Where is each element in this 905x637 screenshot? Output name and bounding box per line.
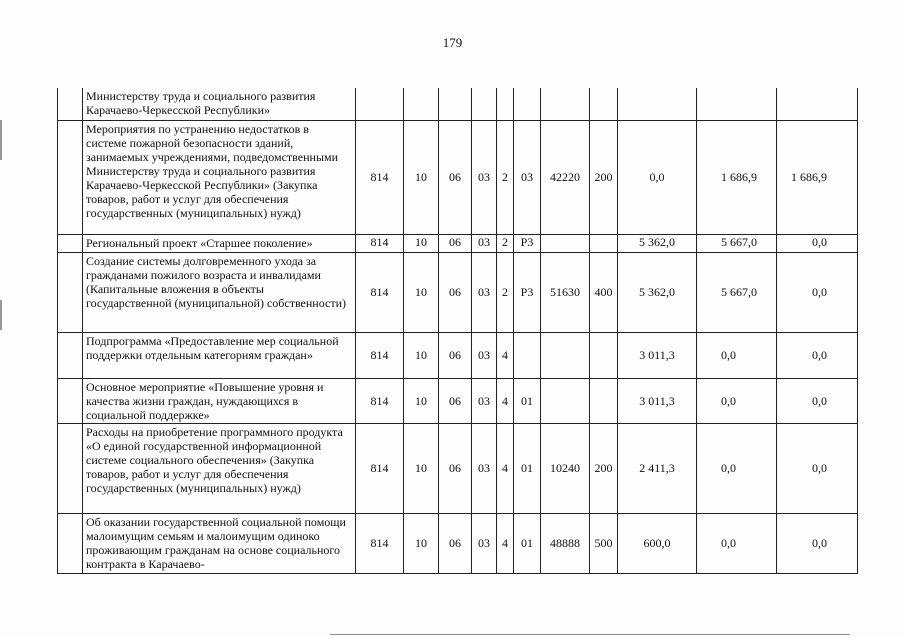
- amount-1-cell: 600,0: [618, 513, 697, 573]
- subprogram-code-cell: 2: [497, 120, 514, 234]
- subprogram-code-cell: 4: [497, 423, 514, 513]
- program-code-cell: 03: [472, 423, 497, 513]
- section-code-cell: 10: [404, 234, 439, 252]
- program-code-cell: 03: [472, 234, 497, 252]
- amount-3-cell: 0,0: [777, 423, 858, 513]
- section-code-cell: 10: [404, 332, 439, 378]
- table-row: [58, 120, 858, 234]
- section-code-cell: 10: [404, 423, 439, 513]
- row-number-cell: [58, 234, 83, 252]
- amount-3-cell: 0,0: [777, 234, 858, 252]
- section-code-cell: 10: [404, 513, 439, 573]
- row-number-cell: [58, 252, 83, 332]
- amount-1-cell: 3 011,3: [618, 378, 697, 423]
- direction-code-cell: [541, 378, 590, 423]
- amount-2-cell: 0,0: [697, 513, 777, 573]
- amount-1-cell: 0,0: [618, 120, 697, 234]
- subsection-code-cell: 06: [439, 120, 472, 234]
- amount-1-cell: [618, 88, 697, 120]
- row-number-cell: [58, 332, 83, 378]
- expense-type-cell: [590, 88, 618, 120]
- amount-3-cell: 0,0: [777, 378, 858, 423]
- program-code-cell: 03: [472, 332, 497, 378]
- row-number-cell: [58, 513, 83, 573]
- expense-type-cell: [590, 234, 618, 252]
- table-row: [58, 513, 858, 573]
- amount-3-cell: 0,0: [777, 513, 858, 573]
- program-code-cell: 03: [472, 120, 497, 234]
- expense-name-cell: Подпрограмма «Предоставление мер социальной поддержки отдельным категориям граждан»: [83, 332, 356, 378]
- direction-code-cell: 51630: [541, 252, 590, 332]
- subprogram-code-cell: 4: [497, 332, 514, 378]
- event-code-cell: [514, 332, 541, 378]
- expense-type-cell: 500: [590, 513, 618, 573]
- section-code-cell: 10: [404, 120, 439, 234]
- expense-name-cell: Расходы на приобретение программного продукта «О единой государственной информационной системе социального обеспечения» (Закупка товаров, работ и услуг для обеспечения государственных (муниципальных) нужд): [83, 423, 356, 513]
- subsection-code-cell: 06: [439, 423, 472, 513]
- scan-artifact-line: [330, 634, 850, 635]
- scan-margin-mark: [0, 300, 2, 330]
- expense-type-cell: 200: [590, 423, 618, 513]
- table-row: [58, 234, 858, 252]
- direction-code-cell: [541, 332, 590, 378]
- section-code-cell: 10: [404, 252, 439, 332]
- expense-type-cell: 200: [590, 120, 618, 234]
- admin-code-cell: 814: [356, 120, 404, 234]
- expense-type-cell: [590, 378, 618, 423]
- expense-name-cell: Основное мероприятие «Повышение уровня и качества жизни граждан, нуждающихся в социальной поддержке»: [83, 378, 356, 423]
- subsection-code-cell: 06: [439, 513, 472, 573]
- admin-code-cell: 814: [356, 378, 404, 423]
- direction-code-cell: 10240: [541, 423, 590, 513]
- table-row: [58, 252, 858, 332]
- admin-code-cell: 814: [356, 252, 404, 332]
- amount-1-cell: 3 011,3: [618, 332, 697, 378]
- subsection-code-cell: 06: [439, 378, 472, 423]
- expense-name-cell: Региональный проект «Старшее поколение»: [83, 234, 356, 252]
- subprogram-code-cell: 2: [497, 252, 514, 332]
- admin-code-cell: 814: [356, 423, 404, 513]
- direction-code-cell: [541, 88, 590, 120]
- subsection-code-cell: 06: [439, 252, 472, 332]
- expense-name-cell: Об оказании государственной социальной помощи малоимущим семьям и малоимущим одиноко проживающим гражданам на основе социального контракта в Карачаево-: [83, 513, 356, 573]
- event-code-cell: Р3: [514, 252, 541, 332]
- budget-table: [57, 88, 858, 574]
- amount-3-cell: 0,0: [777, 332, 858, 378]
- row-number-cell: [58, 423, 83, 513]
- subprogram-code-cell: 2: [497, 234, 514, 252]
- subsection-code-cell: 06: [439, 234, 472, 252]
- page-number: 179: [442, 35, 463, 50]
- program-code-cell: 03: [472, 378, 497, 423]
- subsection-code-cell: [439, 88, 472, 120]
- table-row: [58, 423, 858, 513]
- admin-code-cell: [356, 88, 404, 120]
- subprogram-code-cell: 4: [497, 513, 514, 573]
- program-code-cell: [472, 88, 497, 120]
- direction-code-cell: [541, 234, 590, 252]
- amount-3-cell: 0,0: [777, 252, 858, 332]
- direction-code-cell: 42220: [541, 120, 590, 234]
- amount-2-cell: 0,0: [697, 332, 777, 378]
- event-code-cell: 01: [514, 423, 541, 513]
- event-code-cell: 01: [514, 513, 541, 573]
- admin-code-cell: 814: [356, 513, 404, 573]
- amount-2-cell: 1 686,9: [697, 120, 777, 234]
- direction-code-cell: 48888: [541, 513, 590, 573]
- amount-2-cell: 5 667,0: [697, 234, 777, 252]
- subprogram-code-cell: [497, 88, 514, 120]
- expense-type-cell: [590, 332, 618, 378]
- admin-code-cell: 814: [356, 234, 404, 252]
- amount-1-cell: 5 362,0: [618, 234, 697, 252]
- program-code-cell: 03: [472, 252, 497, 332]
- amount-3-cell: [777, 88, 858, 120]
- row-number-cell: [58, 88, 83, 120]
- table-row: [58, 332, 858, 378]
- section-code-cell: [404, 88, 439, 120]
- event-code-cell: [514, 88, 541, 120]
- expense-name-cell: Мероприятия по устранению недостатков в системе пожарной безопасности зданий, занимаемых учреждениями, подведомственными Министерству труда и социального развития Карачаево-Черкесской Республики» (Закупка товаров, работ и услуг для обеспечения государственных (муниципальных) нужд): [83, 120, 356, 234]
- subsection-code-cell: 06: [439, 332, 472, 378]
- row-number-cell: [58, 378, 83, 423]
- amount-2-cell: [697, 88, 777, 120]
- event-code-cell: 03: [514, 120, 541, 234]
- expense-name-cell: Создание системы долговременного ухода за гражданами пожилого возраста и инвалидами (Капитальные вложения в объекты государственной (муниципальной) собственности): [83, 252, 356, 332]
- subprogram-code-cell: 4: [497, 378, 514, 423]
- expense-name-cell: Министерству труда и социального развития Карачаево-Черкесской Республики»: [83, 88, 356, 120]
- table-row: [58, 88, 858, 120]
- table-row: [58, 378, 858, 423]
- amount-2-cell: 5 667,0: [697, 252, 777, 332]
- amount-3-cell: 1 686,9: [777, 120, 858, 234]
- admin-code-cell: 814: [356, 332, 404, 378]
- amount-1-cell: 5 362,0: [618, 252, 697, 332]
- event-code-cell: Р3: [514, 234, 541, 252]
- program-code-cell: 03: [472, 513, 497, 573]
- row-number-cell: [58, 120, 83, 234]
- amount-2-cell: 0,0: [697, 423, 777, 513]
- amount-2-cell: 0,0: [697, 378, 777, 423]
- scan-margin-mark: [0, 120, 2, 160]
- expense-type-cell: 400: [590, 252, 618, 332]
- event-code-cell: 01: [514, 378, 541, 423]
- section-code-cell: 10: [404, 378, 439, 423]
- amount-1-cell: 2 411,3: [618, 423, 697, 513]
